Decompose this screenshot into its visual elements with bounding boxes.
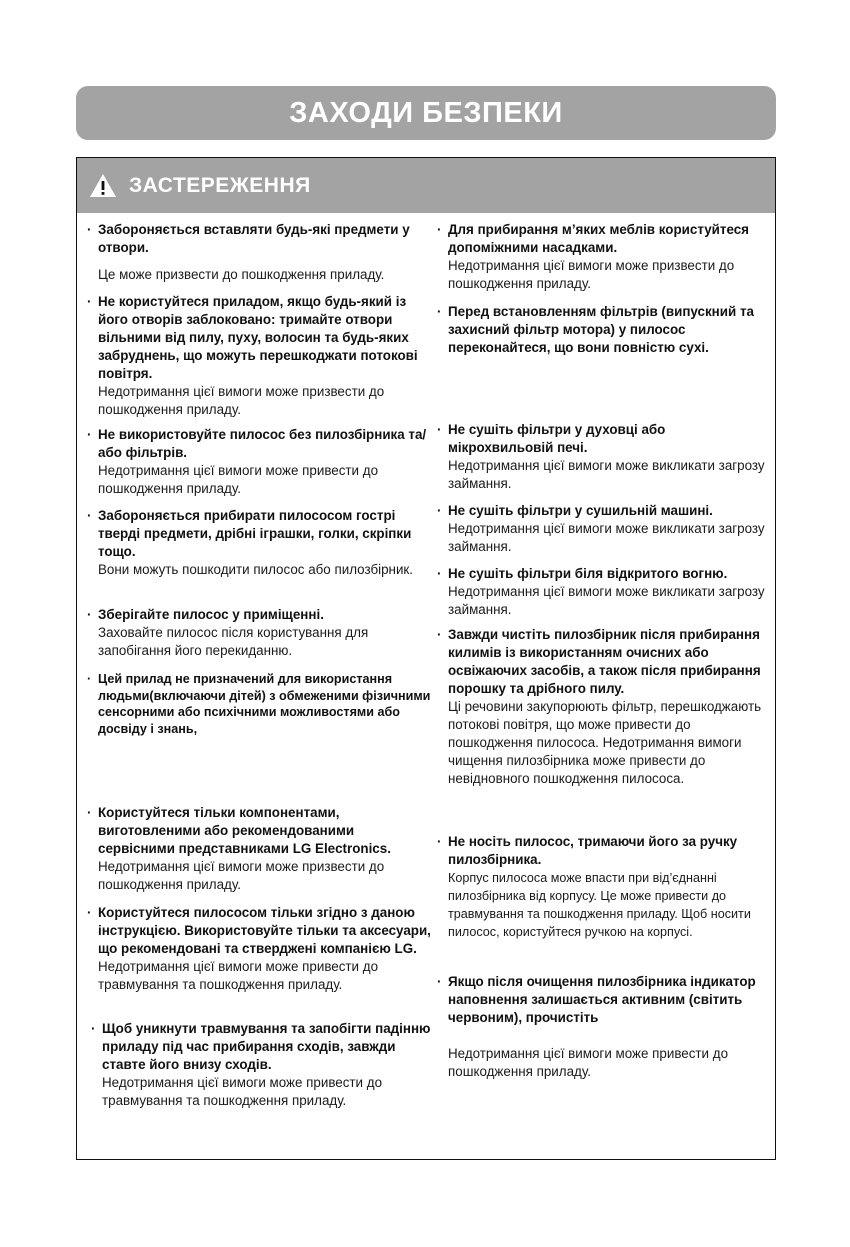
warning-item-body: Недотримання цієї вимоги може привести до травмування та пошкодження приладу. — [98, 959, 379, 992]
warning-item — [87, 221, 432, 284]
warning-item-body: Недотримання цієї вимоги може призвести до пошкодження приладу. — [98, 859, 385, 892]
warning-item — [437, 626, 772, 788]
warning-item — [87, 426, 432, 498]
warning-item — [437, 303, 772, 357]
warning-item-head: · Користуйтеся тільки компонентами, виготовленими або рекомендованими сервісними представниками LG Electronics. — [87, 804, 432, 858]
warning-item — [437, 221, 772, 293]
warning-item-body: Недотримання цієї вимоги може призвести до пошкодження приладу. — [448, 258, 735, 291]
warning-item — [87, 904, 432, 994]
warning-item-head: · Зберігайте пилосос у приміщенні. — [87, 606, 432, 624]
warning-item — [437, 833, 772, 941]
warning-item-body: Корпус пилососа може впасти при від’єднанні пилозбірника від корпусу. Це може привести до травмування та пошкодження приладу. Щоб носити пилосос, користуйтеся ручкою на корпусі. — [448, 871, 751, 939]
warning-item-head: · Не носіть пилосос, тримаючи його за ручку пилозбірника. — [437, 833, 772, 869]
warning-item — [91, 1020, 432, 1110]
warning-item — [437, 973, 772, 1081]
warning-item-head: · Не сушіть фільтри у сушильній машині. — [437, 502, 772, 520]
warning-item-body: Недотримання цієї вимоги може привести до пошкодження приладу. — [448, 1046, 729, 1079]
warning-item — [87, 804, 432, 894]
warning-item-body: Недотримання цієї вимоги може призвести до пошкодження приладу. — [98, 384, 385, 417]
warning-item — [87, 606, 432, 660]
warning-item-body: Недотримання цієї вимоги може привести до пошкодження приладу. — [98, 463, 379, 496]
warning-item-head: · Не сушіть фільтри у духовці або мікрохвильовій печі. — [437, 421, 772, 457]
warning-item-head: · Завжди чистіть пилозбірник після прибирання килимів із використанням очисних або освіжаючих засобів, а також після прибирання порошку та дрібного пилу. — [437, 626, 772, 698]
warning-item-body: Недотримання цієї вимоги може викликати загрозу займання. — [448, 521, 765, 554]
page-title: ЗАХОДИ БЕЗПЕКИ — [289, 96, 563, 129]
warning-item-head: · Не використовуйте пилосос без пилозбірника та/або фільтрів. — [87, 426, 432, 462]
warning-item — [87, 507, 432, 579]
warning-title: ЗАСТЕРЕЖЕННЯ — [129, 173, 311, 197]
warning-item-body: Це може призвести до пошкодження приладу. — [98, 267, 385, 282]
warning-item-body: Ці речовини закупорюють фільтр, перешкоджають потокові повітря, що може привести до пошкодження пилососа. Недотримання вимоги чищення пилозбірника може привести до невідновного пошкодження пилососа. — [448, 699, 762, 786]
warning-item-body: Вони можуть пошкодити пилосос або пилозбірник. — [98, 562, 414, 577]
warning-item-head: · Якщо після очищення пилозбірника індикатор наповнення залишається активним (світить червоним), прочистіть — [437, 973, 772, 1027]
warning-item — [87, 293, 432, 419]
warning-item-body: Недотримання цієї вимоги може привести до травмування та пошкодження приладу. — [102, 1075, 383, 1108]
warning-item-head: · Цей прилад не призначений для використання людьми(включаючи дітей) з обмеженими фізичними сенсорними або психічними можливостями або досвіду і знань, — [87, 671, 432, 737]
warning-item-head: · Не сушіть фільтри біля відкритого вогню. — [437, 565, 772, 583]
warning-item-head: · Користуйтеся пилососом тільки згідно з даною інструкцією. Використовуйте тільки та аксесуари, що рекомендовані та стверджені компанією LG. — [87, 904, 432, 958]
warning-item-head: · Щоб уникнути травмування та запобігти падінню приладу під час прибирання сходів, завжди ставте його внизу сходів. — [91, 1020, 432, 1074]
warning-item — [437, 565, 772, 619]
warning-item-head: · Не користуйтеся приладом, якщо будь-який із його отворів заблоковано: тримайте отвори вільними від пилу, пуху, волосин та будь-яких забруднень, що можуть перешкоджати потокові повітря. — [87, 293, 432, 383]
page-title-bar — [76, 86, 776, 140]
warning-item-body: Недотримання цієї вимоги може викликати загрозу займання. — [448, 584, 765, 617]
warning-item-head: · Забороняється вставляти будь-які предмети у отвори. — [87, 221, 432, 257]
warning-header — [77, 158, 775, 213]
warning-item-head: · Для прибирання м’яких меблів користуйтеся допоміжними насадками. — [437, 221, 772, 257]
warning-item — [87, 671, 432, 737]
warning-item-head: · Перед встановленням фільтрів (випускний та захисний фільтр мотора) у пилосос переконайтеся, що вони повністю сухі. — [437, 303, 772, 357]
warning-item-body: Заховайте пилосос після користування для запобігання його перекиданню. — [98, 625, 369, 658]
warning-item — [437, 421, 772, 493]
warning-item-head: · Забороняється прибирати пилососом гострі тверді предмети, дрібні іграшки, голки, скріпки тощо. — [87, 507, 432, 561]
warning-item — [437, 502, 772, 556]
warning-triangle-icon — [89, 173, 117, 198]
warning-item-body: Недотримання цієї вимоги може викликати загрозу займання. — [448, 458, 765, 491]
